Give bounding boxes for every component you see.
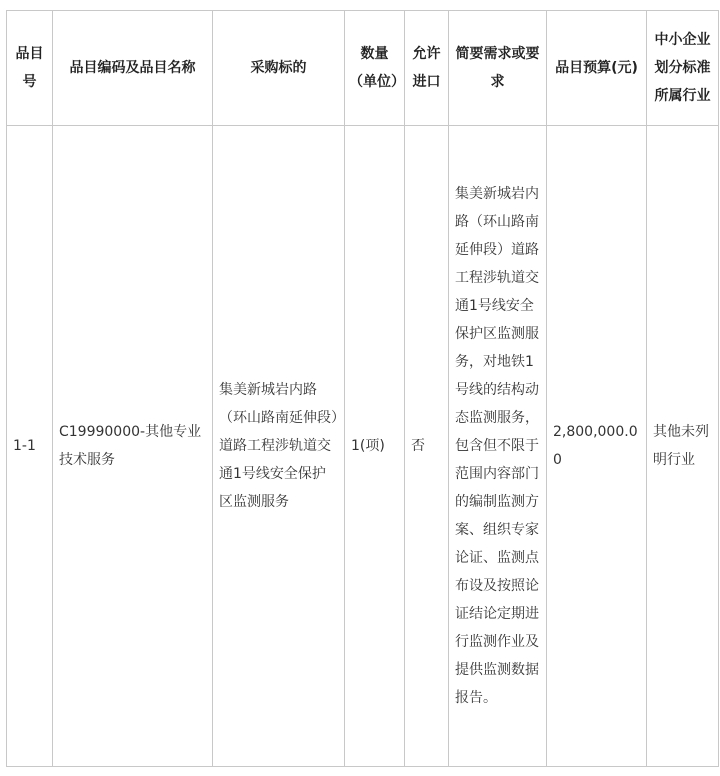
cell-allow-import: 否	[405, 126, 449, 767]
procurement-table-container	[6, 10, 719, 767]
header-item-no: 品目号	[7, 11, 53, 126]
cell-item-code-name: C19990000-其他专业技术服务	[53, 126, 213, 767]
procurement-items-table	[6, 10, 719, 767]
header-item-code-name: 品目编码及品目名称	[53, 11, 213, 126]
cell-sme-industry: 其他未列明行业	[647, 126, 719, 767]
header-sme-industry: 中小企业划分标准所属行业	[647, 11, 719, 126]
cell-quantity-unit: 1(项)	[345, 126, 405, 767]
header-brief-requirements: 简要需求或要求	[449, 11, 547, 126]
cell-procurement-target: 集美新城岩内路（环山路南延伸段）道路工程涉轨道交通1号线安全保护区监测服务	[213, 126, 345, 767]
header-allow-import: 允许进口	[405, 11, 449, 126]
cell-item-no: 1-1	[7, 126, 53, 767]
cell-brief-requirements: 集美新城岩内路（环山路南延伸段）道路工程涉轨道交通1号线安全保护区监测服务，对地铁1号线的结构动态监测服务，包含但不限于范围内容部门的编制监测方案、组织专家论证、监测点布设及按照论证结论定期进行监测作业及提供监测数据报告。	[449, 126, 547, 767]
table-header-row	[7, 11, 719, 126]
table-row	[7, 126, 719, 767]
cell-budget: 2,800,000.00	[547, 126, 647, 767]
header-budget: 品目预算(元)	[547, 11, 647, 126]
header-procurement-target: 采购标的	[213, 11, 345, 126]
header-quantity-unit: 数量（单位）	[345, 11, 405, 126]
